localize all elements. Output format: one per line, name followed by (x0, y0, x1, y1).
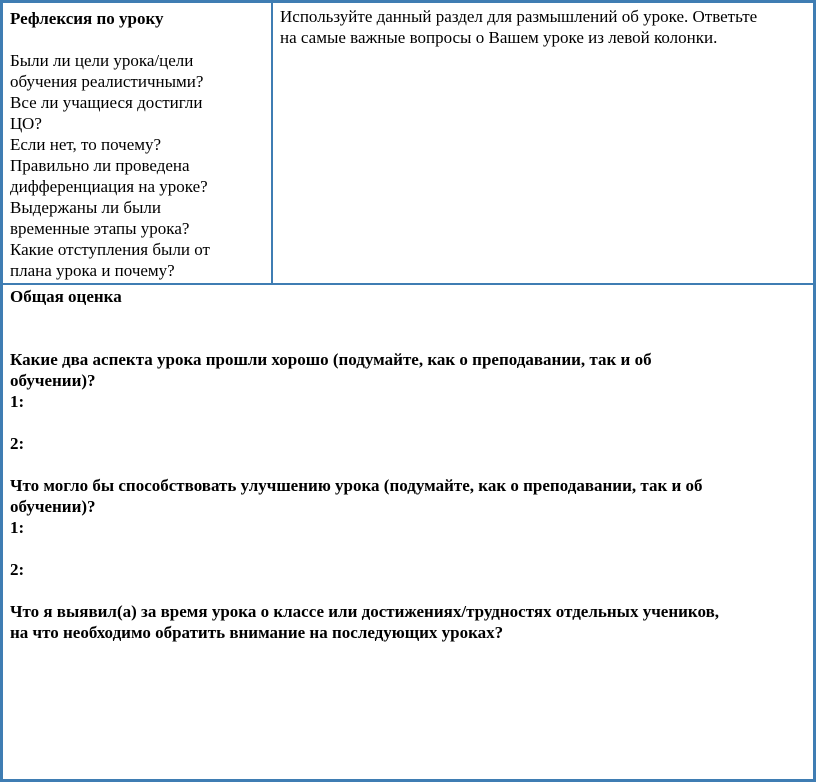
instruction-text: Используйте данный раздел для размышлений об уроке. Ответьте (280, 7, 758, 26)
instruction-text: на самые важные вопросы о Вашем уроке из левой колонки. (280, 28, 718, 47)
reflection-left-cell (0, 0, 273, 285)
question-line: Выдержаны ли были (10, 198, 161, 217)
overall-heading: Общая оценка (10, 287, 122, 306)
overall-assessment-cell[interactable] (0, 283, 816, 782)
question-line: плана урока и почему? (10, 261, 175, 280)
question-improvement: Что могло бы способствовать улучшению урока (подумайте, как о преподавании, так и об (10, 476, 703, 495)
question-line: дифференциация на уроке? (10, 177, 208, 196)
question-line: Были ли цели урока/цели (10, 51, 194, 70)
spacer (10, 454, 805, 475)
reflection-answer-cell[interactable] (273, 0, 816, 285)
spacer (10, 412, 805, 433)
reflection-heading: Рефлексия по уроку (10, 9, 164, 28)
question-good-aspects-cont: обучении)? (10, 371, 96, 390)
answer-label-1: 1: (10, 392, 25, 411)
question-improvement-cont: обучении)? (10, 497, 96, 516)
question-good-aspects: Какие два аспекта урока прошли хорошо (подумайте, как о преподавании, так и об (10, 350, 652, 369)
question-line: Если нет, то почему? (10, 135, 162, 154)
question-observations-cont: на что необходимо обратить внимание на последующих уроках? (10, 623, 504, 642)
question-observations: Что я выявил(а) за время урока о классе или достижениях/трудностях отдельных учеников, (10, 602, 719, 621)
spacer (10, 307, 805, 349)
spacer (10, 538, 805, 559)
question-line: Правильно ли проведена (10, 156, 190, 175)
answer-label-2: 2: (10, 560, 25, 579)
spacer (10, 580, 805, 601)
answer-label-2: 2: (10, 434, 25, 453)
question-line: ЦО? (10, 114, 42, 133)
question-line: Какие отступления были от (10, 240, 210, 259)
question-line: временные этапы урока? (10, 219, 190, 238)
question-line: обучения реалистичными? (10, 72, 204, 91)
question-line: Все ли учащиеся достигли (10, 93, 203, 112)
spacer (10, 29, 265, 50)
answer-label-1: 1: (10, 518, 25, 537)
